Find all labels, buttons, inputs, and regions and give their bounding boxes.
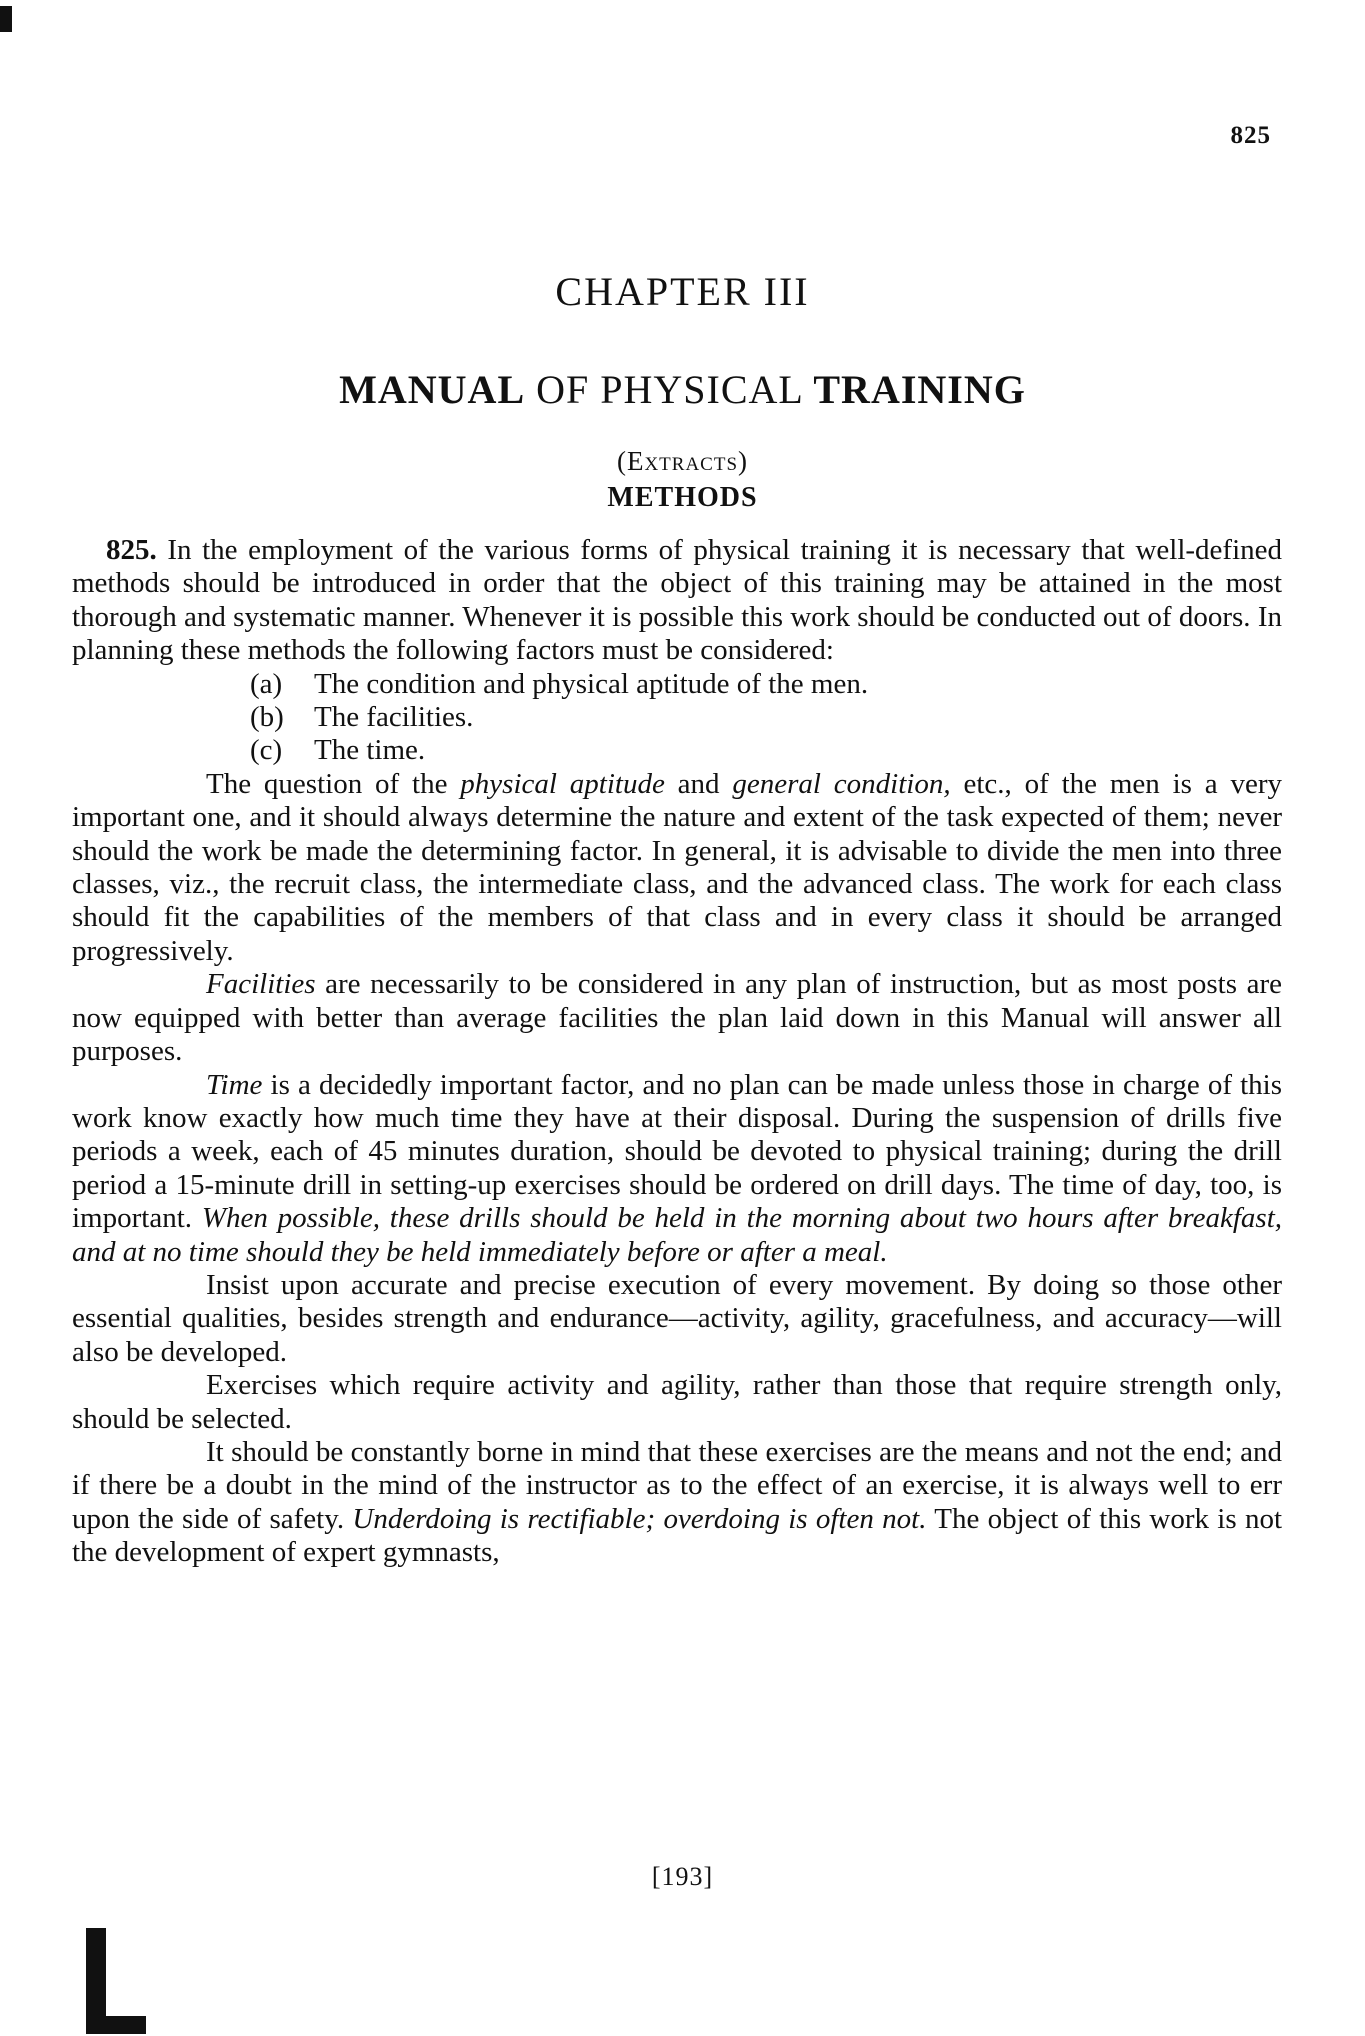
title-part-training: TRAINING [813,367,1026,412]
text-run: is a decidedly important factor, and no plan can be made unless those in charge of this work know exactly how much time they have at their disposal. During the suspension of drills five periods a week, each of 45 minutes duration, should be devoted to physical training; during the drill period a 15-minute drill in setting-up exercises should be ordered on drill days. The time of day, too, is important. [72,1068,1283,1235]
paragraph-facilities [72,968,1282,1068]
document-title [0,366,1365,413]
italic-run: Underdoing is rectifiable; overdoing is often not. [352,1502,927,1535]
page-number: 825 [1230,122,1271,149]
italic-run: When possible, these drills should be held in the morning about two hours after breakfast, and at no time should they be held immediately before or after a meal. [72,1202,1283,1268]
list-item-label: (c) [250,734,283,767]
text-run: etc., of the men is a very important one, and it should always determine the nature and extent of the task expected of them; never should the work be made the determining factor. In general, it is advisable to divide the men into three classes, viz., the recruit class, the intermediate class, and the advanced class. The work for each class should fit the capabilities of the members of that class and in every class it should be arranged progressively. [72,767,1283,967]
list-item-text: The condition and physical aptitude of the men. [314,667,869,700]
scan-mark-bottom-left-foot [86,2016,146,2034]
body-text [72,534,1282,1570]
list-item-label: (a) [250,667,283,700]
folio-number: [193] [651,1862,714,1891]
list-item [250,668,1282,701]
paragraph-text: In the employment of the various forms of physical training it is necessary that well-defined methods should be introduced in order that the object of this training may be attained in the most thorough and systematic manner. Whenever it is possible this work should be conducted out of doors. In planning these methods the following factors must be considered: [72,534,1283,667]
paragraph-means [72,1436,1282,1570]
text-run: and [677,767,720,800]
paragraph-825 [72,534,1282,668]
text-run: The question of the [206,767,448,800]
paragraph-number: 825. [106,534,157,566]
italic-run: general condition, [732,767,951,800]
text-run: It should be constantly borne in mind that these exercises are the means and not the end; and if there be a doubt in the mind of the instructor as to the effect of an exercise, it is always well to err upon the side of safety. [72,1435,1282,1535]
paragraph-exercises: Exercises which require activity and agility, rather than those that require strength only, should be selected. [72,1369,1282,1435]
scan-mark-top-left [0,6,12,32]
subtitle: (Extracts) [616,446,749,476]
title-part-physical: PHYSICAL [600,367,803,412]
text-run: The object of this work is not the development of expert gymnasts, [72,1502,1282,1569]
list-item [250,701,1282,734]
title-part-manual: MANUAL [339,367,526,412]
list-item [250,734,1282,767]
text-run: are necessarily to be considered in any plan of instruction, but as most posts are now equipped with better than average facilities the plan laid down in this Manual will answer all purposes. [72,968,1282,1068]
chapter-heading: CHAPTER III [555,269,810,314]
italic-run: Facilities [206,968,316,1001]
title-part-of: OF [536,367,590,412]
italic-run: Time [206,1068,263,1101]
paragraph-time [72,1069,1282,1269]
list-item-label: (b) [250,701,284,734]
paragraph-execution: Insist upon accurate and precise execution of every movement. By doing so those other essential qualities, besides strength and endurance—activity, agility, gracefulness, and accuracy—will also be developed. [72,1268,1282,1368]
list-item-text: The time. [314,734,426,767]
section-heading: METHODS [607,482,758,513]
italic-run: physical aptitude [460,767,665,800]
paragraph-physical-aptitude [72,768,1282,968]
list-item-text: The facilities. [314,701,474,734]
